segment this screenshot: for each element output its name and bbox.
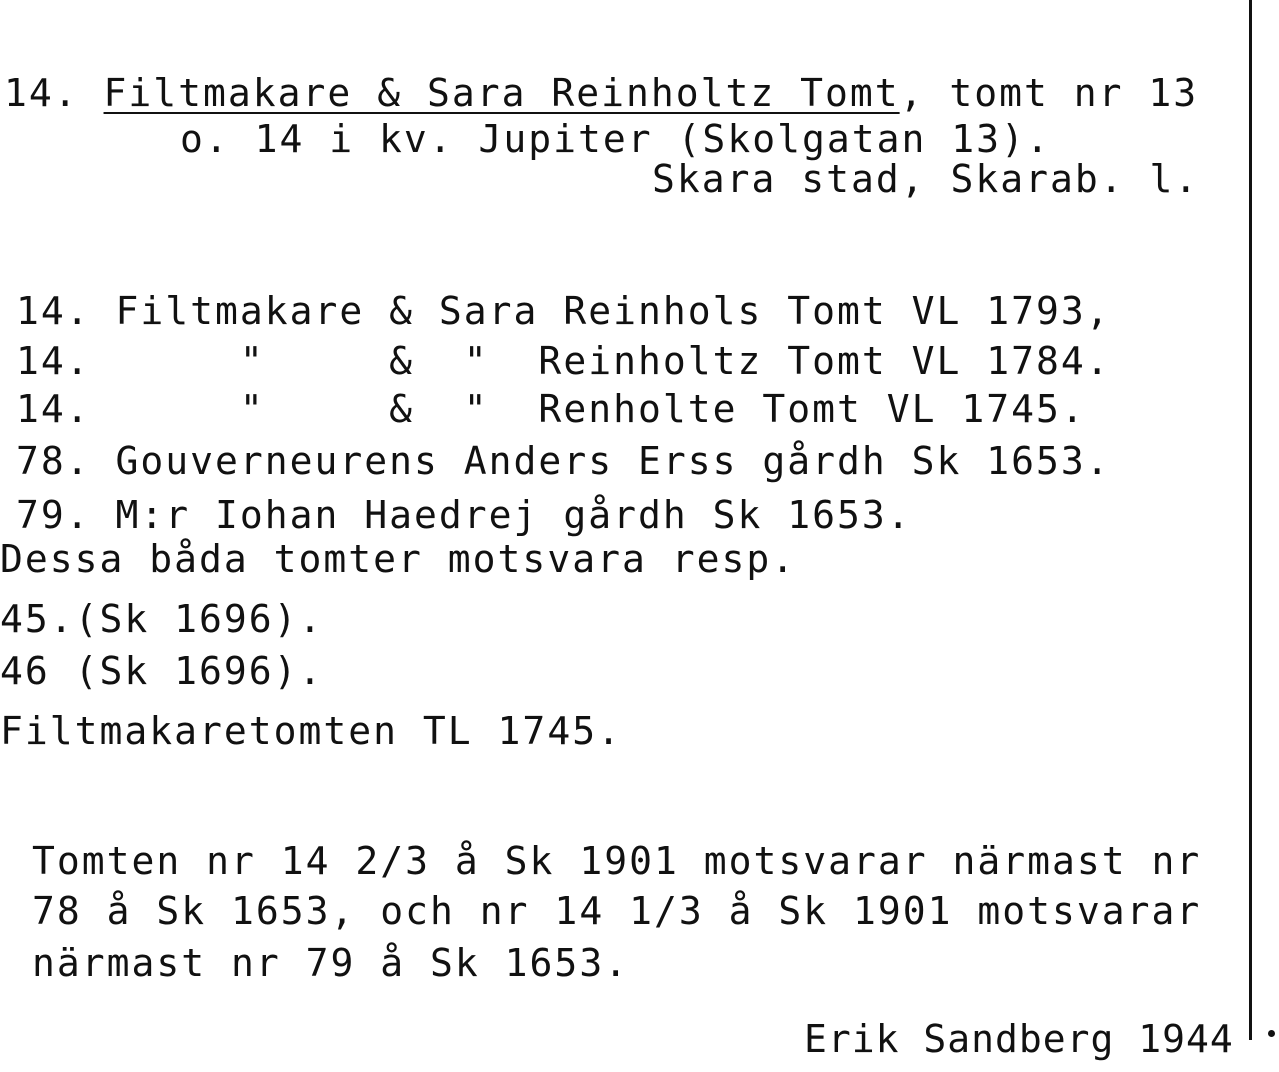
- entry-line: 79. M:r Iohan Haedrej gårdh Sk 1653.: [16, 493, 912, 537]
- header-line-3: Skara stad, Skarab. l.: [652, 157, 1200, 201]
- paragraph-line: 78 å Sk 1653, och nr 14 1/3 å Sk 1901 motsvarar: [32, 889, 1202, 933]
- header-line-1: [4, 71, 1199, 115]
- entry-line: 14. " & " Renholte Tomt VL 1745.: [16, 387, 1086, 431]
- signature: Erik Sandberg 1944: [804, 1017, 1234, 1061]
- paragraph-line: närmast nr 79 å Sk 1653.: [32, 941, 630, 985]
- paragraph-line: Tomten nr 14 2/3 å Sk 1901 motsvarar närmast nr: [32, 839, 1202, 883]
- note-line: Dessa båda tomter motsvara resp.: [0, 537, 797, 581]
- note-line: Filtmakaretomten TL 1745.: [0, 709, 622, 753]
- note-line: 46 (Sk 1696).: [0, 649, 324, 693]
- header-number: 14.: [4, 71, 79, 115]
- note-line: 45.(Sk 1696).: [0, 597, 324, 641]
- entry-line: 78. Gouverneurens Anders Erss gårdh Sk 1653.: [16, 439, 1111, 483]
- header-line-2: o. 14 i kv. Jupiter (Skolgatan 13).: [180, 117, 1051, 161]
- header-title: Filtmakare & Sara Reinholtz Tomt: [103, 71, 900, 115]
- header-title-rest: , tomt nr 13: [899, 71, 1199, 115]
- signature-period: [1268, 1030, 1275, 1037]
- card-right-edge: [1249, 0, 1252, 1040]
- entry-line: 14. Filtmakare & Sara Reinhols Tomt VL 1793,: [16, 289, 1111, 333]
- entry-line: 14. " & " Reinholtz Tomt VL 1784.: [16, 339, 1111, 383]
